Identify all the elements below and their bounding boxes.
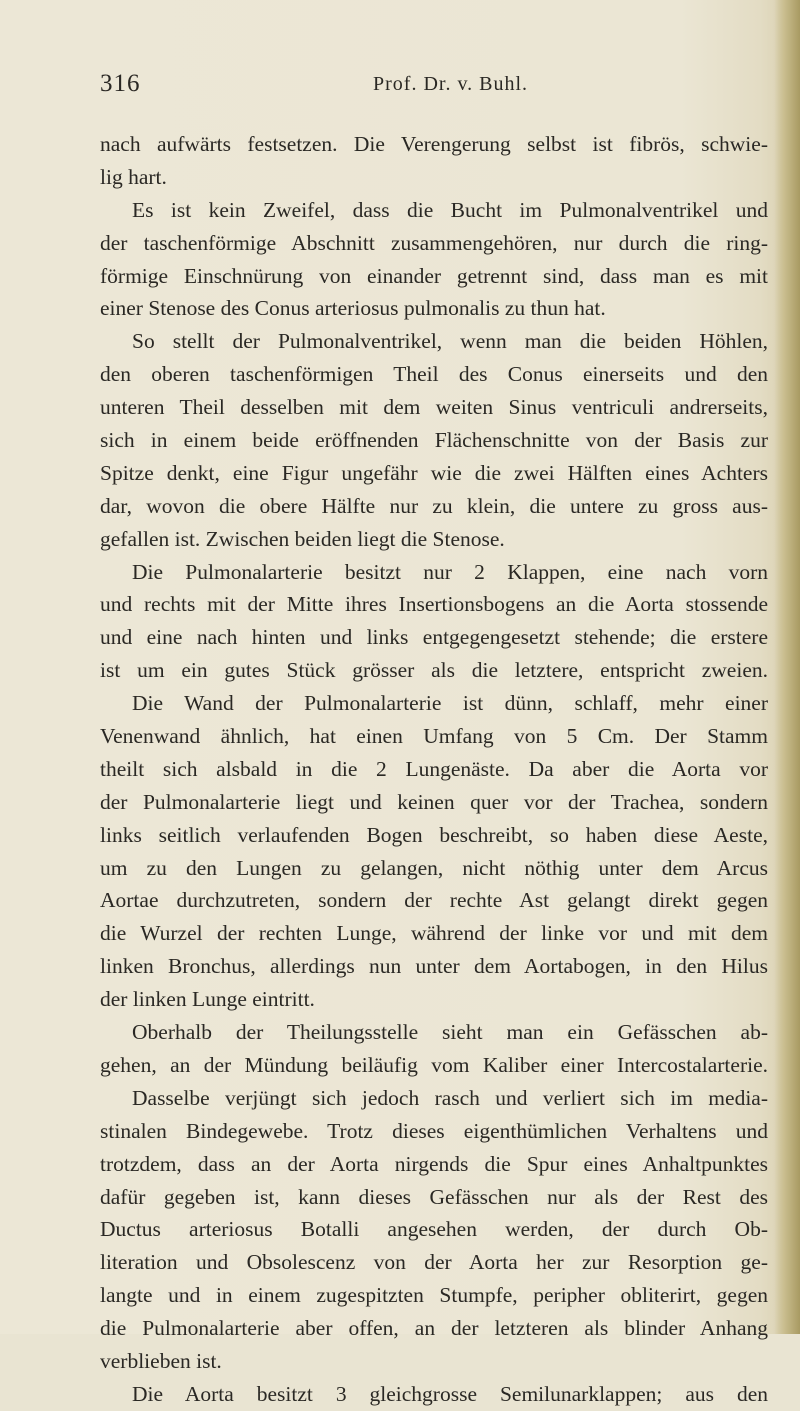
text-line: dar, wovon die obere Hälfte nur zu klein, die untere zu gross aus- <box>100 493 768 518</box>
text-line: links seitlich verlaufenden Bogen beschreibt, so haben diese Aeste, <box>100 822 768 847</box>
text-line: Die Wand der Pulmonalarterie ist dünn, schlaff, mehr einer <box>132 691 768 716</box>
text-line: der taschenförmige Abschnitt zusammengehören, nur durch die ring- <box>100 230 768 255</box>
text-line: die Wurzel der rechten Lunge, während der linke vor und mit dem <box>100 921 768 946</box>
text-line: die Pulmonalarterie aber offen, an der letzteren als blinder Anhang <box>100 1316 768 1341</box>
running-head: Prof. Dr. v. Buhl. <box>373 73 529 95</box>
text-line: den oberen taschenförmigen Theil des Conus einerseits und den <box>100 362 768 387</box>
text-line: Es ist kein Zweifel, dass die Bucht im Pulmonalventrikel und <box>132 197 768 222</box>
text-line: Die Pulmonalarterie besitzt nur 2 Klappen, eine nach vorn <box>132 559 768 584</box>
text-line: gehen, an der Mündung beiläufig vom Kaliber einer Intercostalarterie. <box>100 1052 768 1077</box>
text-line: So stellt der Pulmonalventrikel, wenn man die beiden Höhlen, <box>132 329 768 354</box>
text-line: sich in einem beide eröffnenden Flächenschnitte von der Basis zur <box>100 428 768 453</box>
text-line: langte und in einem zugespitzten Stumpfe, peripher obliterirt, gegen <box>100 1283 768 1308</box>
text-line: Aortae durchzutreten, sondern der rechte Ast gelangt direkt gegen <box>100 888 768 913</box>
page-number: 316 <box>100 70 141 97</box>
text-line: Dasselbe verjüngt sich jedoch rasch und verliert sich im media- <box>132 1085 768 1110</box>
text-line: und rechts mit der Mitte ihres Insertionsbogens an die Aorta stossende <box>100 592 768 617</box>
text-line: um zu den Lungen zu gelangen, nicht nöthig unter dem Arcus <box>100 855 768 880</box>
text-line: linken Bronchus, allerdings nun unter dem Aortabogen, in den Hilus <box>100 954 768 979</box>
text-line: Spitze denkt, eine Figur ungefähr wie die zwei Hälften eines Achters <box>100 460 768 485</box>
text-line: und eine nach hinten und links entgegengesetzt stehende; die erstere <box>100 625 768 650</box>
text-line: einer Stenose des Conus arteriosus pulmonalis zu thun hat. <box>100 296 606 321</box>
page-edge-shadow <box>774 0 800 1334</box>
text-line: gefallen ist. Zwischen beiden liegt die Stenose. <box>100 526 505 551</box>
text-line: stinalen Bindegewebe. Trotz dieses eigenthümlichen Verhaltens und <box>100 1118 768 1143</box>
text-line: nach aufwärts festsetzen. Die Verengerung selbst ist fibrös, schwie- <box>100 132 768 156</box>
text-line: unteren Theil desselben mit dem weiten Sinus ventriculi andrerseits, <box>100 395 768 420</box>
text-line: der Pulmonalarterie liegt und keinen quer vor der Trachea, sondern <box>100 789 768 814</box>
text-line: theilt sich alsbald in die 2 Lungenäste. Da aber die Aorta vor <box>100 756 768 781</box>
text-line: Ductus arteriosus Botalli angesehen werden, der durch Ob- <box>100 1217 768 1242</box>
text-line: verblieben ist. <box>100 1348 222 1373</box>
page-header <box>100 70 780 106</box>
body-text <box>100 128 768 1411</box>
text-line: literation und Obsolescenz von der Aorta her zur Resorption ge- <box>100 1250 768 1275</box>
text-line: dafür gegeben ist, kann dieses Gefässchen nur als der Rest des <box>100 1184 768 1209</box>
text-line: Venenwand ähnlich, hat einen Umfang von 5 Cm. Der Stamm <box>100 724 768 749</box>
text-line: lig hart. <box>100 164 167 189</box>
text-line: Die Aorta besitzt 3 gleichgrosse Semilunarklappen; aus den <box>132 1381 768 1406</box>
text-line: trotzdem, dass an der Aorta nirgends die Spur eines Anhaltpunktes <box>100 1151 768 1176</box>
text-line: ist um ein gutes Stück grösser als die letztere, entspricht zweien. <box>100 658 768 683</box>
text-line: förmige Einschnürung von einander getrennt sind, dass man es mit <box>100 263 768 288</box>
text-line: Oberhalb der Theilungsstelle sieht man ein Gefässchen ab- <box>132 1020 768 1045</box>
text-line: der linken Lunge eintritt. <box>100 987 315 1012</box>
